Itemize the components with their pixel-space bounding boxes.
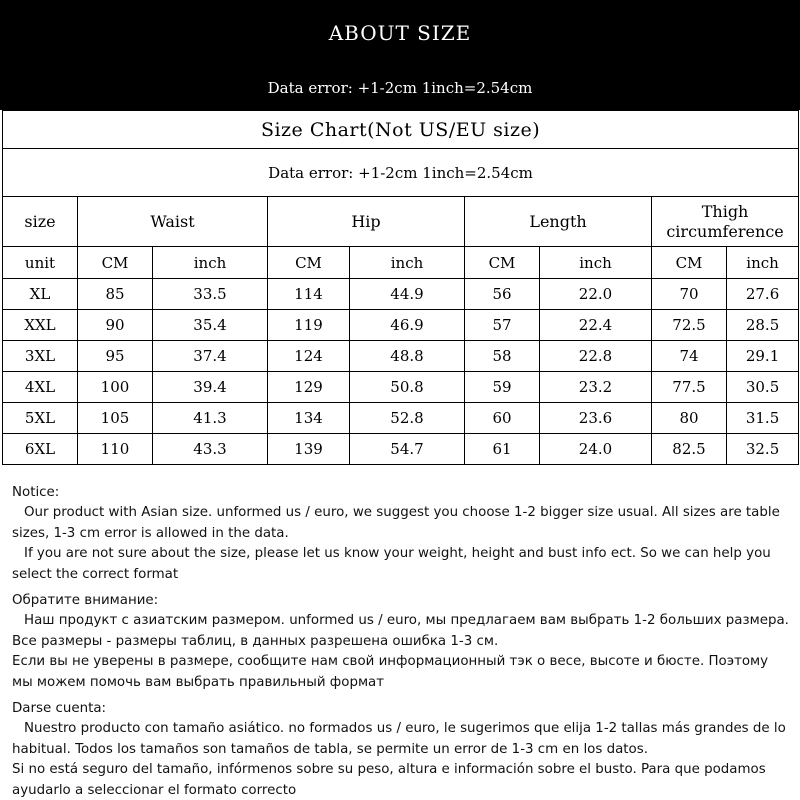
notice-paragraph: If you are not sure about the size, please let us know your weight, height and bust info ect. So we can help you select the correct format: [12, 546, 771, 582]
size-chart-table: [2, 110, 799, 465]
table-error-note: Data error: +1-2cm 1inch=2.54cm: [3, 149, 799, 197]
table-cell: 124: [268, 341, 350, 372]
table-cell: 33.5: [153, 279, 268, 310]
table-header-row: [3, 197, 799, 247]
header-error-note: Data error: +1-2cm 1inch=2.54cm: [0, 66, 800, 110]
size-cell: 6XL: [3, 434, 78, 465]
size-cell: 5XL: [3, 403, 78, 434]
table-cell: 82.5: [652, 434, 727, 465]
page-title: ABOUT SIZE: [0, 0, 800, 66]
table-cell: 23.2: [540, 372, 652, 403]
unit-inch: inch: [540, 247, 652, 279]
table-cell: 35.4: [153, 310, 268, 341]
table-cell: 22.8: [540, 341, 652, 372]
table-cell: 139: [268, 434, 350, 465]
table-cell: 77.5: [652, 372, 727, 403]
table-cell: 134: [268, 403, 350, 434]
length-header: Length: [465, 197, 652, 247]
table-cell: 56: [465, 279, 540, 310]
table-cell: 114: [268, 279, 350, 310]
table-cell: 22.0: [540, 279, 652, 310]
notice-heading-en: Notice:: [12, 485, 60, 500]
thigh-header: Thigh circumference: [652, 197, 799, 247]
unit-row: [3, 247, 799, 279]
table-row: [3, 310, 799, 341]
table-row: [3, 341, 799, 372]
table-cell: 30.5: [727, 372, 799, 403]
table-cell: 85: [78, 279, 153, 310]
table-cell: 28.5: [727, 310, 799, 341]
notice-paragraph: Если вы не уверены в размере, сообщите нам свой информационный тэк о весе, высоте и бюсте. Поэтому мы можем помочь вам выбрать правильный формат: [12, 654, 769, 690]
table-cell: 110: [78, 434, 153, 465]
notice-heading-ru: Обратите внимание:: [12, 593, 159, 609]
table-row: [3, 372, 799, 403]
notice-paragraph: Nuestro producto con tamaño asiático. no formados us / euro, le sugerimos que elija 1-2 tallas más grandes de lo habitual. Todos los tamaños son tamaños de tabla, se permite un error de 1-3 cm en los datos.: [12, 721, 786, 757]
table-cell: 59: [465, 372, 540, 403]
unit-inch: inch: [153, 247, 268, 279]
table-cell: 44.9: [350, 279, 465, 310]
table-cell: 129: [268, 372, 350, 403]
table-cell: 90: [78, 310, 153, 341]
table-cell: 29.1: [727, 341, 799, 372]
table-cell: 105: [78, 403, 153, 434]
unit-inch: inch: [727, 247, 799, 279]
table-cell: 22.4: [540, 310, 652, 341]
table-row: [3, 403, 799, 434]
size-cell: 3XL: [3, 341, 78, 372]
unit-inch: inch: [350, 247, 465, 279]
table-cell: 23.6: [540, 403, 652, 434]
table-cell: 60: [465, 403, 540, 434]
table-cell: 50.8: [350, 372, 465, 403]
waist-header: Waist: [78, 197, 268, 247]
table-cell: 32.5: [727, 434, 799, 465]
table-cell: 57: [465, 310, 540, 341]
unit-cm: CM: [465, 247, 540, 279]
table-cell: 54.7: [350, 434, 465, 465]
notice-section: [12, 483, 790, 800]
unit-cm: CM: [268, 247, 350, 279]
hip-header: Hip: [268, 197, 465, 247]
table-cell: 61: [465, 434, 540, 465]
table-cell: 52.8: [350, 403, 465, 434]
table-cell: 119: [268, 310, 350, 341]
notice-paragraph: Si no está seguro del tamaño, infórmenos sobre su peso, altura e información sobre el busto. Para que podamos ayudarlo a seleccionar el formato correcto: [12, 762, 766, 798]
unit-label: unit: [3, 247, 78, 279]
table-cell: 37.4: [153, 341, 268, 372]
chart-title: Size Chart(Not US/EU size): [3, 111, 799, 149]
table-cell: 27.6: [727, 279, 799, 310]
notice-heading-es: Darse cuenta:: [12, 701, 107, 717]
table-cell: 80: [652, 403, 727, 434]
table-cell: 41.3: [153, 403, 268, 434]
size-cell: XXL: [3, 310, 78, 341]
table-cell: 43.3: [153, 434, 268, 465]
size-header: size: [3, 197, 78, 247]
notice-paragraph: Our product with Asian size. unformed us / euro, we suggest you choose 1-2 bigger size usual. All sizes are table sizes, 1-3 cm error is allowed in the data.: [12, 505, 780, 541]
size-cell: 4XL: [3, 372, 78, 403]
table-cell: 70: [652, 279, 727, 310]
table-cell: 100: [78, 372, 153, 403]
table-cell: 74: [652, 341, 727, 372]
size-cell: XL: [3, 279, 78, 310]
table-cell: 72.5: [652, 310, 727, 341]
table-cell: 24.0: [540, 434, 652, 465]
table-cell: 46.9: [350, 310, 465, 341]
table-row: [3, 434, 799, 465]
table-cell: 31.5: [727, 403, 799, 434]
table-row: [3, 279, 799, 310]
unit-cm: CM: [652, 247, 727, 279]
unit-cm: CM: [78, 247, 153, 279]
table-cell: 48.8: [350, 341, 465, 372]
table-cell: 58: [465, 341, 540, 372]
notice-paragraph: Наш продукт с азиатским размером. unformed us / euro, мы предлагаем вам выбрать 1-2 больших размера. Все размеры - размеры таблиц, в данных разрешена ошибка 1-3 см.: [12, 613, 789, 649]
table-cell: 95: [78, 341, 153, 372]
table-cell: 39.4: [153, 372, 268, 403]
